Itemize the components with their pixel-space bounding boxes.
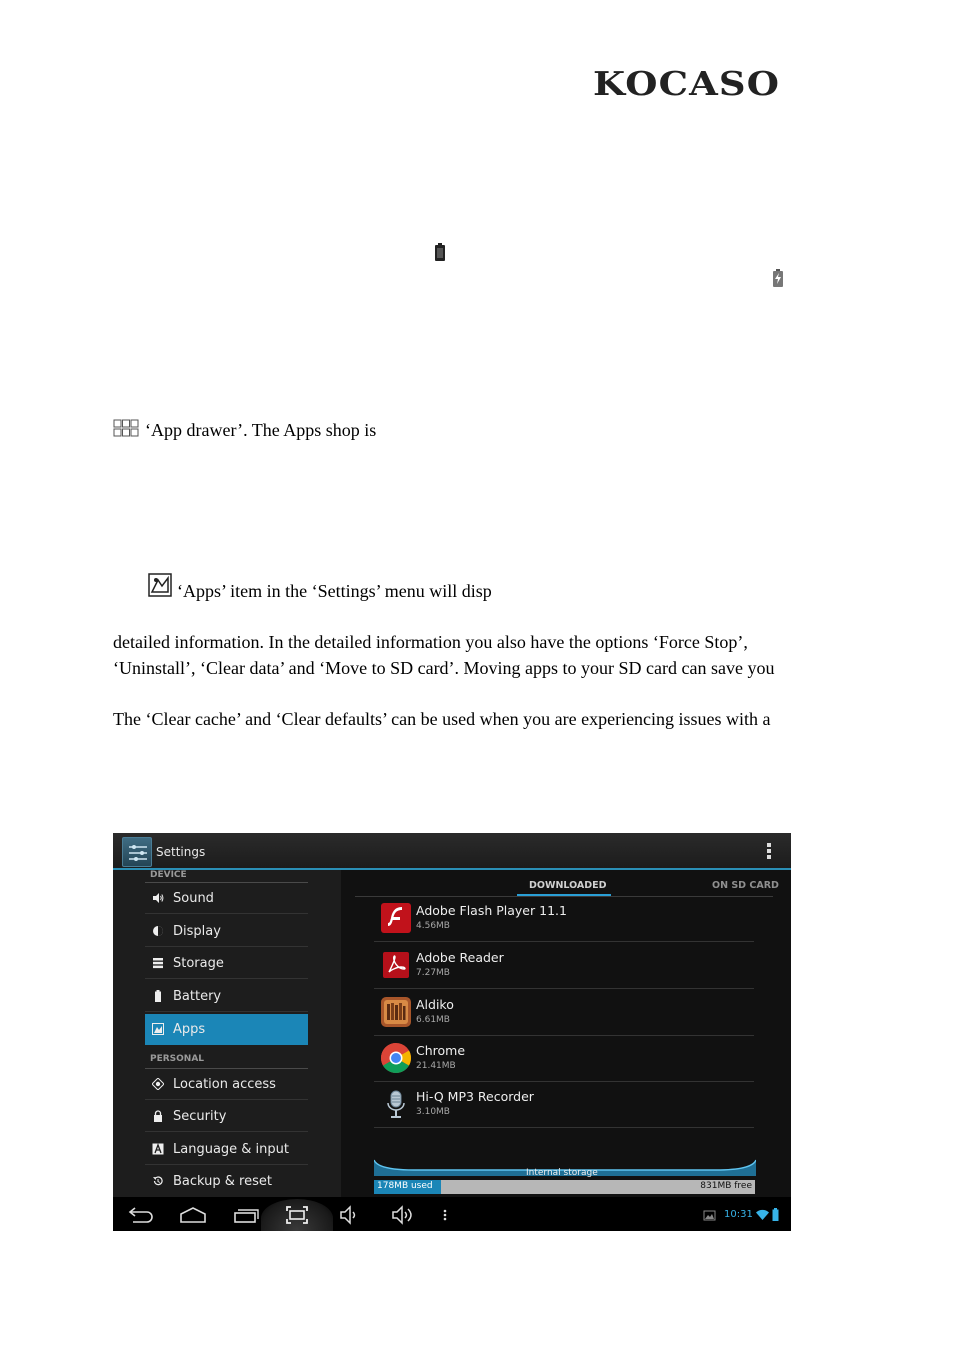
- restore-icon: [152, 1175, 164, 1187]
- app-name: Adobe Reader: [416, 950, 504, 965]
- text-apps-item: ‘Apps’ item in the ‘Settings’ menu will disp: [177, 581, 492, 601]
- nav-item-backup[interactable]: [145, 1166, 308, 1197]
- nav-label: Location access: [173, 1077, 276, 1092]
- nav-item-display[interactable]: [145, 916, 308, 947]
- volume-down-icon[interactable]: [333, 1204, 367, 1226]
- flash-player-icon: [380, 902, 412, 934]
- storage-free-label: 831MB free: [700, 1181, 752, 1191]
- brightness-icon: [152, 925, 164, 937]
- app-row-hiq-recorder[interactable]: [374, 1082, 754, 1128]
- screenshot-icon[interactable]: [280, 1204, 314, 1226]
- text-clear-cache: The ‘Clear cache’ and ‘Clear defaults’ can be used when you are experiencing issues with a: [113, 709, 771, 729]
- speaker-icon: [152, 892, 164, 904]
- settings-nav: [113, 870, 341, 1197]
- gallery-notification-icon: [693, 1204, 727, 1226]
- microphone-icon: [380, 1088, 412, 1120]
- nav-item-sound[interactable]: [145, 883, 308, 914]
- app-name: Hi-Q MP3 Recorder: [416, 1089, 534, 1104]
- text-detailed-2: ‘Uninstall’, ‘Clear data’ and ‘Move to SD card’. Moving apps to your SD card can save you: [113, 658, 775, 678]
- nav-label: Storage: [173, 956, 224, 971]
- nav-item-language[interactable]: [145, 1134, 308, 1165]
- status-time: 10:31: [724, 1209, 753, 1220]
- apps-icon: [152, 1023, 164, 1035]
- app-size: 21.41MB: [416, 1061, 456, 1071]
- keyboard-a-icon: [152, 1143, 164, 1155]
- app-row-aldiko[interactable]: [374, 990, 754, 1036]
- brand-logo: KOCASO: [593, 64, 781, 103]
- recent-apps-icon[interactable]: [229, 1204, 263, 1226]
- nav-item-apps[interactable]: [145, 1014, 308, 1045]
- menu-dots-icon[interactable]: [428, 1204, 462, 1226]
- tab-downloaded[interactable]: DOWNLOADED: [529, 880, 607, 891]
- lock-icon: [152, 1110, 164, 1122]
- nav-label: Language & input: [173, 1142, 289, 1157]
- nav-item-security[interactable]: [145, 1101, 308, 1132]
- nav-label: Display: [173, 924, 221, 939]
- home-icon[interactable]: [176, 1204, 210, 1226]
- overflow-menu-icon[interactable]: [767, 843, 771, 859]
- app-name: Aldiko: [416, 997, 454, 1012]
- app-name: Chrome: [416, 1043, 466, 1058]
- tab-on-sd-card[interactable]: ON SD CARD: [712, 880, 779, 891]
- app-size: 6.61MB: [416, 1015, 450, 1025]
- app-row-flash[interactable]: [374, 896, 754, 942]
- app-drawer-icon: [113, 419, 139, 437]
- system-navigation-bar: [113, 1199, 791, 1231]
- nav-item-battery[interactable]: [145, 981, 308, 1012]
- storage-icon: [152, 957, 164, 969]
- app-size: 3.10MB: [416, 1107, 450, 1117]
- storage-label: Internal storage: [526, 1168, 598, 1178]
- nav-label: Battery: [173, 989, 222, 1004]
- nav-label: Sound: [173, 891, 214, 906]
- battery-icon: [152, 990, 164, 1002]
- aldiko-icon: [380, 996, 412, 1028]
- apps-list-pane: [341, 870, 791, 1197]
- action-bar: [113, 833, 791, 870]
- nav-label: Apps: [173, 1022, 206, 1037]
- app-size: 4.56MB: [416, 921, 450, 931]
- location-icon: [152, 1078, 164, 1090]
- back-icon[interactable]: [123, 1204, 157, 1226]
- settings-screenshot: [113, 833, 791, 1231]
- battery-charging-icon: [772, 269, 784, 287]
- app-size: 7.27MB: [416, 968, 450, 978]
- battery-icon: [434, 243, 446, 261]
- text-app-drawer: ‘App drawer’. The Apps shop is: [145, 420, 377, 440]
- app-name: Adobe Flash Player 11.1: [416, 903, 567, 918]
- wifi-icon: [756, 1209, 769, 1220]
- nav-item-location[interactable]: [145, 1069, 308, 1100]
- storage-bar: [374, 1180, 755, 1194]
- storage-used-label: 178MB used: [377, 1181, 433, 1191]
- settings-app-icon[interactable]: [122, 837, 152, 867]
- app-row-adobe-reader[interactable]: [374, 943, 754, 989]
- adobe-reader-icon: [380, 949, 412, 981]
- section-personal: PERSONAL: [150, 1054, 205, 1064]
- nav-label: Security: [173, 1109, 227, 1124]
- battery-status-icon: [772, 1208, 779, 1221]
- app-row-chrome[interactable]: [374, 1036, 754, 1082]
- apps-settings-icon: [148, 573, 172, 597]
- nav-item-storage[interactable]: [145, 948, 308, 979]
- text-detailed-1: detailed information. In the detailed information you also have the options ‘Force Stop’,: [113, 632, 748, 652]
- chrome-icon: [380, 1042, 412, 1074]
- volume-up-icon[interactable]: [387, 1204, 421, 1226]
- section-device: DEVICE: [150, 870, 187, 880]
- nav-label: Backup & reset: [173, 1174, 272, 1189]
- action-bar-title: Settings: [156, 845, 206, 859]
